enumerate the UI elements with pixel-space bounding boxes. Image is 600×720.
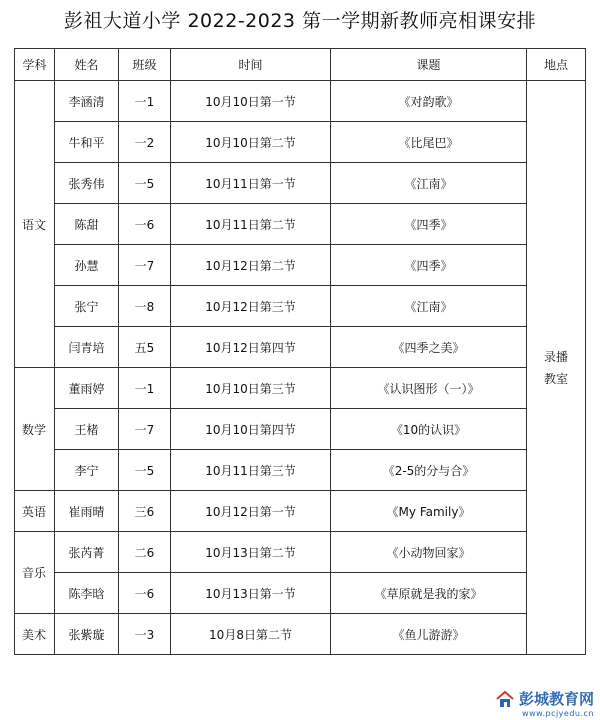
- table-row: [15, 122, 586, 163]
- subject-cell: 英语: [15, 491, 55, 532]
- header-time: 时间: [171, 49, 331, 81]
- class-cell: 一3: [119, 614, 171, 655]
- table-row: [15, 614, 586, 655]
- time-cell: 10月10日第四节: [171, 409, 331, 450]
- subject-cell: 美术: [15, 614, 55, 655]
- subject-cell: 数学: [15, 368, 55, 491]
- name-cell: 陈李晗: [55, 573, 119, 614]
- table-row: [15, 327, 586, 368]
- table-row: [15, 163, 586, 204]
- header-name: 姓名: [55, 49, 119, 81]
- class-cell: 五5: [119, 327, 171, 368]
- time-cell: 10月11日第二节: [171, 204, 331, 245]
- table-row: [15, 368, 586, 409]
- class-cell: 一5: [119, 163, 171, 204]
- watermark-logo-text: 彭城教育网: [518, 690, 594, 708]
- table-row: [15, 245, 586, 286]
- time-cell: 10月11日第一节: [171, 163, 331, 204]
- topic-cell: 《10的认识》: [331, 409, 527, 450]
- table-row: [15, 491, 586, 532]
- watermark-logo: [495, 688, 594, 709]
- table-row: [15, 204, 586, 245]
- subject-cell: 语文: [15, 81, 55, 368]
- topic-cell: 《江南》: [331, 286, 527, 327]
- class-cell: 一6: [119, 573, 171, 614]
- name-cell: 董雨婷: [55, 368, 119, 409]
- topic-cell: 《江南》: [331, 163, 527, 204]
- topic-cell: 《比尾巴》: [331, 122, 527, 163]
- time-cell: 10月13日第一节: [171, 573, 331, 614]
- schedule-body: [15, 81, 586, 655]
- name-cell: 李涵清: [55, 81, 119, 122]
- header-topic: 课题: [331, 49, 527, 81]
- name-cell: 牛和平: [55, 122, 119, 163]
- time-cell: 10月8日第二节: [171, 614, 331, 655]
- time-cell: 10月13日第二节: [171, 532, 331, 573]
- location-cell: [527, 81, 586, 655]
- name-cell: 闫青培: [55, 327, 119, 368]
- class-cell: 一1: [119, 368, 171, 409]
- table-row: [15, 573, 586, 614]
- name-cell: 崔雨晴: [55, 491, 119, 532]
- location-line: 教室: [543, 371, 568, 386]
- header-class: 班级: [119, 49, 171, 81]
- name-cell: 王楮: [55, 409, 119, 450]
- house-logo-icon: [495, 690, 515, 708]
- class-cell: 一2: [119, 122, 171, 163]
- topic-cell: 《对韵歌》: [331, 81, 527, 122]
- topic-cell: 《四季之美》: [331, 327, 527, 368]
- time-cell: 10月12日第四节: [171, 327, 331, 368]
- watermark: [495, 688, 594, 718]
- name-cell: 张芮菁: [55, 532, 119, 573]
- time-cell: 10月12日第一节: [171, 491, 331, 532]
- time-cell: 10月10日第三节: [171, 368, 331, 409]
- topic-cell: 《小动物回家》: [331, 532, 527, 573]
- name-cell: 张宁: [55, 286, 119, 327]
- class-cell: 三6: [119, 491, 171, 532]
- class-cell: 一5: [119, 450, 171, 491]
- class-cell: 一7: [119, 245, 171, 286]
- topic-cell: 《2-5的分与合》: [331, 450, 527, 491]
- time-cell: 10月11日第三节: [171, 450, 331, 491]
- name-cell: 张紫璇: [55, 614, 119, 655]
- time-cell: 10月12日第二节: [171, 245, 331, 286]
- time-cell: 10月10日第一节: [171, 81, 331, 122]
- class-cell: 一7: [119, 409, 171, 450]
- name-cell: 李宁: [55, 450, 119, 491]
- time-cell: 10月12日第三节: [171, 286, 331, 327]
- name-cell: 孙慧: [55, 245, 119, 286]
- name-cell: 陈甜: [55, 204, 119, 245]
- topic-cell: 《鱼儿游游》: [331, 614, 527, 655]
- class-cell: 一1: [119, 81, 171, 122]
- class-cell: 二6: [119, 532, 171, 573]
- name-cell: 张秀伟: [55, 163, 119, 204]
- header-row: [15, 49, 586, 81]
- topic-cell: 《My Family》: [331, 491, 527, 532]
- watermark-url: www.pcjyedu.cn: [522, 709, 594, 718]
- topic-cell: 《四季》: [331, 204, 527, 245]
- header-location: 地点: [527, 49, 586, 81]
- page-title: 彭祖大道小学 2022-2023 第一学期新教师亮相课安排: [63, 10, 537, 32]
- schedule-table: [14, 48, 586, 655]
- time-cell: 10月10日第二节: [171, 122, 331, 163]
- class-cell: 一6: [119, 204, 171, 245]
- table-row: [15, 532, 586, 573]
- subject-cell: 音乐: [15, 532, 55, 614]
- topic-cell: 《四季》: [331, 245, 527, 286]
- header-subject: 学科: [15, 49, 55, 81]
- class-cell: 一8: [119, 286, 171, 327]
- location-line: 录播: [543, 349, 568, 364]
- table-row: [15, 286, 586, 327]
- table-row: [15, 409, 586, 450]
- topic-cell: 《认识图形（一）》: [331, 368, 527, 409]
- topic-cell: 《草原就是我的家》: [331, 573, 527, 614]
- table-row: [15, 81, 586, 122]
- table-row: [15, 450, 586, 491]
